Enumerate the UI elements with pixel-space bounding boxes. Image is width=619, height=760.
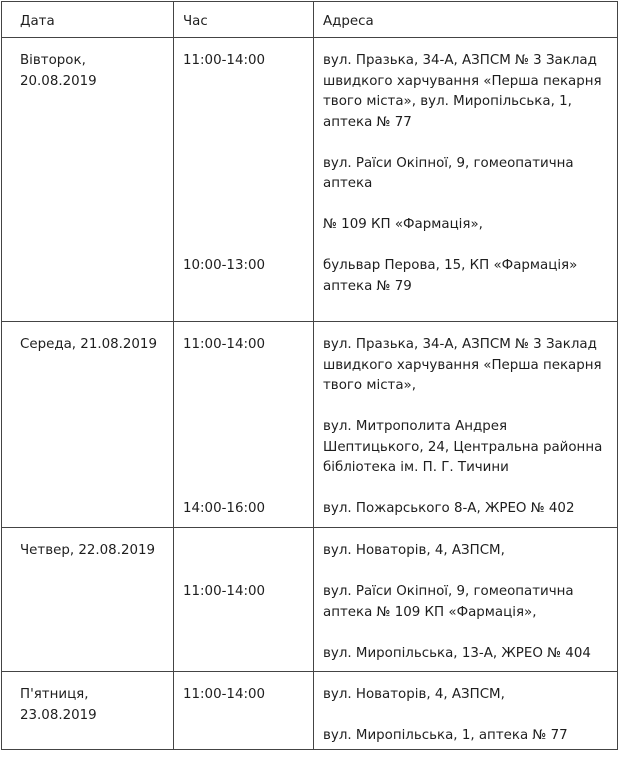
address-line: № 109 КП «Фармація»,: [323, 217, 483, 232]
time-cell: [174, 38, 314, 322]
table-row: [2, 672, 618, 750]
address-line: вул. Новаторів, 4, АЗПСМ,: [323, 543, 505, 558]
address-cell: [314, 672, 618, 750]
address-line: вул. Миропільська, 1, аптека № 77: [323, 728, 568, 743]
time-slot: 11:00-14:00: [183, 584, 266, 599]
date-cell: П'ятниця, 23.08.2019: [2, 672, 174, 750]
address-line: вул. Миропільська, 13-А, ЖРЕО № 404: [323, 645, 591, 661]
time-slot: 10:00-13:00: [183, 258, 266, 273]
address-line: вул. Раїси Окіпної, 9, гомеопатична аптека № 109 КП «Фармація»,: [323, 584, 574, 620]
time-cell: [174, 528, 314, 672]
address-line: вул. Празька, 34-А, АЗПСМ № 3 Заклад швидкого харчування «Перша пекарня твого міста»,: [323, 337, 602, 393]
date-cell: Четвер, 22.08.2019: [2, 528, 174, 672]
address-line: вул. Новаторів, 4, АЗПСМ,: [323, 687, 505, 702]
schedule-table: [1, 1, 618, 750]
time-slot: 11:00-14:00: [183, 687, 266, 702]
table-header-row: [2, 2, 618, 38]
address-cell: [314, 38, 618, 322]
address-line: вул. Митрополита Андрея Шептицького, 24, Центральна районна бібліотека ім. П. Г. Тичини: [323, 419, 603, 475]
address-cell: [314, 322, 618, 528]
time-cell: [174, 672, 314, 750]
table-row: [2, 528, 618, 672]
header-time: Час: [174, 2, 314, 38]
header-date: Дата: [2, 2, 174, 38]
address-line: вул. Раїси Окіпної, 9, гомеопатична аптека: [323, 155, 574, 191]
table-row: [2, 38, 618, 322]
table-row: [2, 322, 618, 528]
address-line: вул. Празька, 34-А, АЗПСМ № 3 Заклад швидкого харчування «Перша пекарня твого міста», вул. Миропільська, 1, аптека № 77: [323, 53, 602, 130]
header-address: Адреса: [314, 2, 618, 38]
time-slot: 11:00-14:00: [183, 337, 266, 352]
time-slot: 11:00-14:00: [183, 53, 266, 68]
address-line: вул. Пожарського 8-А, ЖРЕО № 402: [323, 501, 575, 516]
address-cell: [314, 528, 618, 672]
time-cell: [174, 322, 314, 528]
date-cell: Середа, 21.08.2019: [2, 322, 174, 528]
date-cell: Вівторок, 20.08.2019: [2, 38, 174, 322]
address-line: бульвар Перова, 15, КП «Фармація» аптека № 79: [323, 258, 578, 294]
time-slot: 14:00-16:00: [183, 501, 266, 516]
